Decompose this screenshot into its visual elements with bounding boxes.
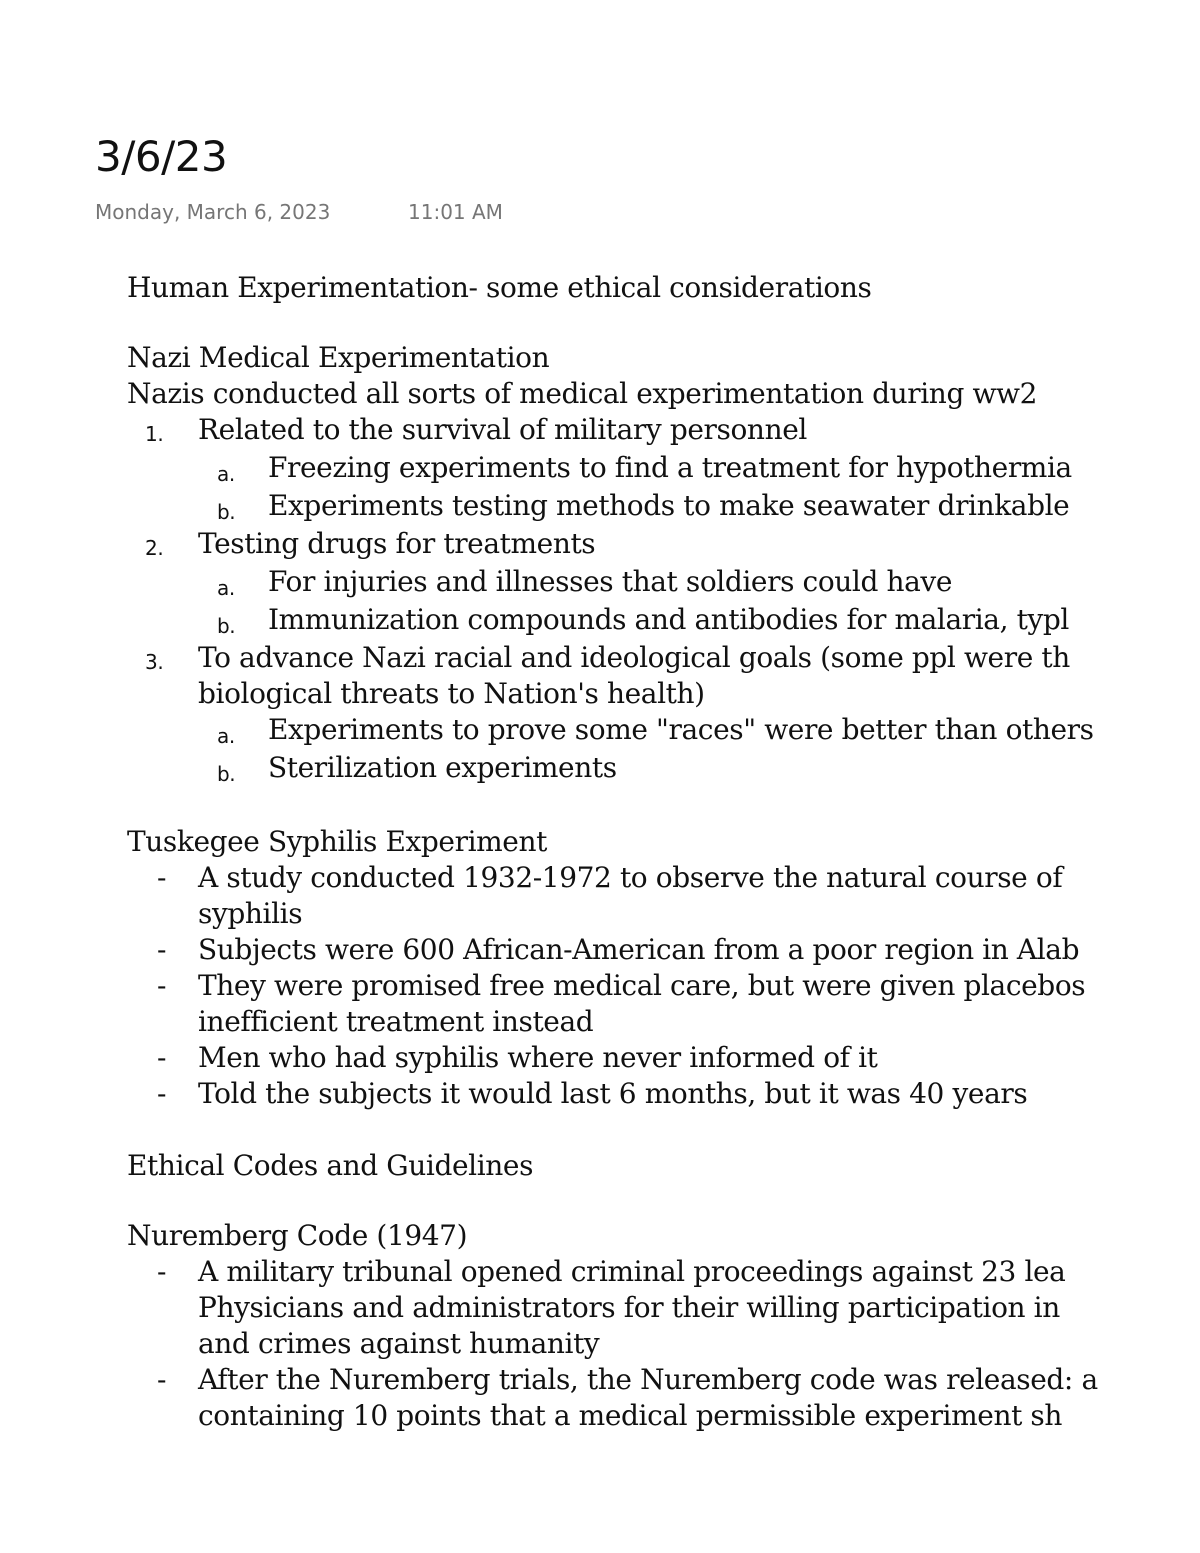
section-title-tuskegee: Tuskegee Syphilis Experiment <box>127 825 547 858</box>
bullet-item <box>127 968 1200 1040</box>
bullet-marker: - <box>157 861 167 894</box>
bullet-item <box>127 860 1200 932</box>
bullet-marker: - <box>157 1363 167 1396</box>
list-marker: b. <box>217 762 236 786</box>
list-subitem-text: Immunization compounds and antibodies for malaria, typl <box>268 603 1069 636</box>
list-subitem <box>127 450 1200 486</box>
bullet-item <box>127 1362 1200 1432</box>
bullet-marker: - <box>157 969 167 1002</box>
page-title: 3/6/23 <box>95 132 228 181</box>
bullet-text: Men who had syphilis where never informed of it <box>198 1041 878 1074</box>
bullet-text: containing 10 points that a medical permissible experiment sh <box>198 1399 1063 1432</box>
list-subitem <box>127 564 1200 600</box>
list-item-text: Testing drugs for treatments <box>198 527 596 560</box>
list-subitem <box>127 488 1200 524</box>
list-subitem <box>127 750 1200 786</box>
note-body[interactable] <box>127 270 1200 1432</box>
list-item <box>127 412 1200 448</box>
bullet-text: inefficient treatment instead <box>198 1005 594 1038</box>
section-title-nazi: Nazi Medical Experimentation <box>127 341 550 374</box>
bullet-text: A military tribunal opened criminal proceedings against 23 lea <box>198 1255 1066 1288</box>
bullet-item <box>127 932 1200 968</box>
list-subitem <box>127 712 1200 748</box>
bullet-text: Physicians and administrators for their willing participation in <box>198 1291 1060 1324</box>
bullet-item <box>127 1254 1200 1362</box>
list-item-text: Related to the survival of military personnel <box>198 413 807 446</box>
bullet-item <box>127 1076 1200 1112</box>
bullet-text: Told the subjects it would last 6 months, but it was 40 years <box>198 1077 1028 1110</box>
list-subitem-text: For injuries and illnesses that soldiers could have <box>268 565 953 598</box>
bullet-text: They were promised free medical care, but were given placebos <box>198 969 1086 1002</box>
bullet-marker: - <box>157 933 167 966</box>
bullet-item <box>127 1040 1200 1076</box>
list-marker: a. <box>217 462 235 486</box>
list-item-text-continued: biological threats to Nation's health) <box>198 677 705 710</box>
bullet-marker: - <box>157 1077 167 1110</box>
bullet-text: A study conducted 1932-1972 to observe the natural course of <box>198 861 1063 894</box>
list-item <box>127 640 1200 712</box>
list-subitem-text: Freezing experiments to find a treatment for hypothermia <box>268 451 1072 484</box>
bullet-text: syphilis <box>198 897 303 930</box>
list-marker: 3. <box>145 650 164 674</box>
page-time: 11:01 AM <box>408 200 503 224</box>
list-subitem <box>127 602 1200 638</box>
nazi-intro: Nazis conducted all sorts of medical experimentation during ww2 <box>127 377 1038 410</box>
section-heading-codes: Ethical Codes and Guidelines <box>127 1149 534 1182</box>
list-marker: a. <box>217 576 235 600</box>
list-marker: b. <box>217 500 236 524</box>
list-marker: 1. <box>145 422 164 446</box>
list-item-text: To advance Nazi racial and ideological goals (some ppl were th <box>198 641 1070 674</box>
bullet-marker: - <box>157 1041 167 1074</box>
bullet-marker: - <box>157 1255 167 1288</box>
bullet-text: Subjects were 600 African-American from a poor region in Alab <box>198 933 1080 966</box>
section-heading: Human Experimentation- some ethical considerations <box>127 271 872 304</box>
list-marker: b. <box>217 614 236 638</box>
bullet-text: and crimes against humanity <box>198 1327 600 1360</box>
list-item <box>127 526 1200 562</box>
list-marker: 2. <box>145 536 164 560</box>
list-subitem-text: Experiments to prove some "races" were better than others <box>268 713 1094 746</box>
bullet-text: After the Nuremberg trials, the Nuremberg code was released: a <box>198 1363 1098 1396</box>
page-date: Monday, March 6, 2023 <box>95 200 331 224</box>
list-subitem-text: Experiments testing methods to make seawater drinkable <box>268 489 1070 522</box>
section-title-nuremberg: Nuremberg Code (1947) <box>127 1219 468 1252</box>
list-subitem-text: Sterilization experiments <box>268 751 617 784</box>
list-marker: a. <box>217 724 235 748</box>
